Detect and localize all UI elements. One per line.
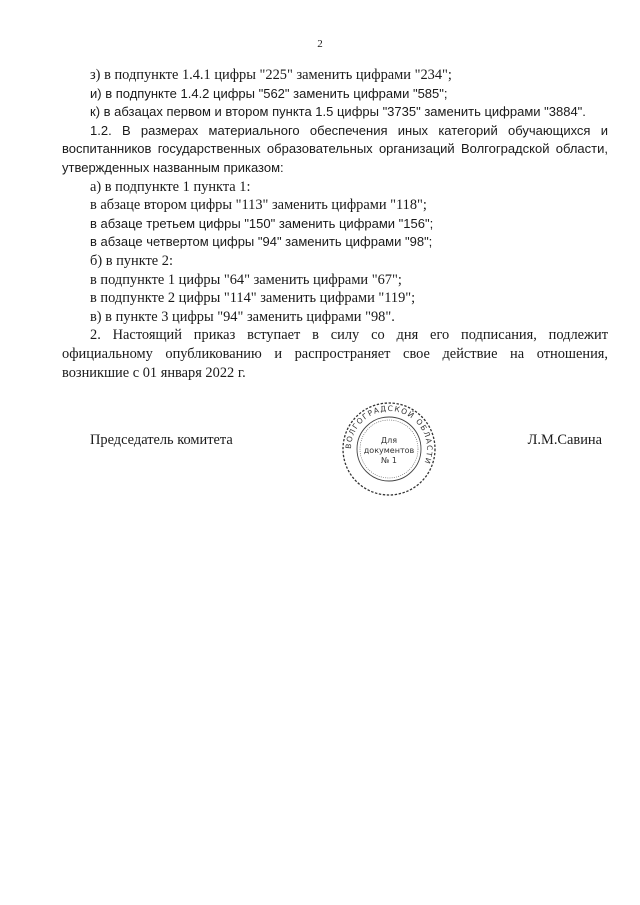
stamp-center-line-3: № 1	[381, 456, 397, 465]
signer-position: Председатель комитета	[90, 432, 233, 448]
paragraph-i: и) в подпункте 1.4.2 цифры "562" заменить цифрами "585";	[90, 85, 448, 101]
paragraph-b: б) в пункте 2:	[90, 252, 173, 269]
stamp-center-line-1: Для	[380, 436, 398, 445]
stamp-center-line-2: документов	[363, 446, 415, 455]
paragraph-a-3: в абзаце четвертом цифры "94" заменить цифрами "98";	[90, 234, 433, 250]
page-number: 2	[317, 38, 323, 50]
paragraph-a: а) в подпункте 1 пункта 1:	[90, 178, 251, 195]
paragraph-2: 2. Настоящий приказ вступает в силу со дня его подписания, подлежит официальному опубликованию и распространяет свое действие на отношения, возникшие с 01 января 2022 г.	[62, 327, 608, 381]
paragraph-v: в) в пункте 3 цифры "94" заменить цифрами "98".	[90, 308, 395, 325]
paragraph-z: з) в подпункте 1.4.1 цифры "225" заменить цифрами "234";	[90, 67, 452, 83]
official-stamp	[341, 401, 437, 497]
document-body	[62, 66, 608, 382]
signer-name: Л.М.Савина	[527, 432, 602, 448]
stamp-ring-text: ВОЛГОГРАДСКОЙ ОБЛАСТИ	[343, 403, 435, 466]
paragraph-1-2: 1.2. В размерах материального обеспечения иных категорий обучающихся и воспитанников государственных образовательных организаций Волгоградской области, утвержденных названным приказом:	[62, 122, 608, 175]
paragraph-b-2: в подпункте 2 цифры "114" заменить цифрами "119";	[90, 290, 416, 307]
paragraph-a-1: в абзаце втором цифры "113" заменить цифрами "118";	[90, 197, 427, 214]
paragraph-b-1: в подпункте 1 цифры "64" заменить цифрами "67";	[90, 271, 402, 288]
paragraph-a-2: в абзаце третьем цифры "150" заменить цифрами "156";	[90, 215, 434, 231]
paragraph-k: к) в абзацах первом и втором пункта 1.5 цифры "3735" заменить цифрами "3884".	[90, 104, 586, 120]
